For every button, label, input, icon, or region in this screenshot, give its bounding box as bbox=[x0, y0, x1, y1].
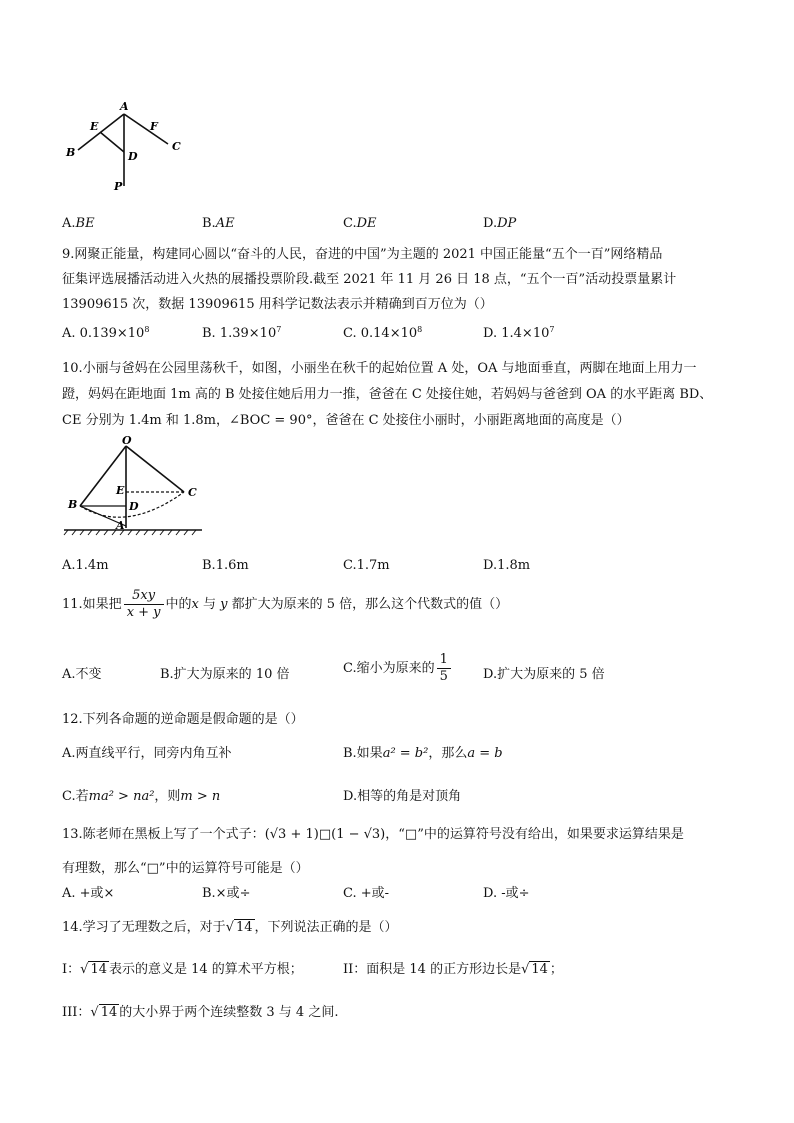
label-E: E bbox=[116, 484, 125, 497]
figure-q8-angle-diagram bbox=[62, 100, 192, 192]
q11-stem: 11.如果把 $\frac{5xy}{x + y}$ 中的x 与 y 都扩大为原来的 5 倍，那么这个代数式的值（） bbox=[62, 588, 509, 620]
label-D: D bbox=[128, 150, 138, 163]
label-D: D bbox=[129, 500, 139, 513]
q8-option-b[interactable]: B.AE bbox=[202, 216, 235, 231]
sqrt-symbol: √ 14 bbox=[521, 962, 548, 977]
q11-option-b[interactable]: B.扩大为原来的 10 倍 bbox=[160, 667, 290, 682]
sqrt-symbol: √ 14 bbox=[80, 962, 107, 977]
q8-option-d[interactable]: D.DP bbox=[483, 216, 517, 231]
label-F: F bbox=[150, 120, 158, 133]
segment-ED bbox=[100, 132, 124, 152]
q13-stem-line1: 13.陈老师在黑板上写了一个式子：(√3 + 1)□(1 − √3)，“□”中的运算符号没有给出，如果要求运算结果是 bbox=[62, 827, 684, 842]
label-C: C bbox=[188, 486, 197, 499]
q10-stem-line2: 蹬，妈妈在距地面 1m 高的 B 处接住她后用力一推，爸爸在 C 处接住她，若妈妈与爸爸到 OA 的水平距离 BD、 bbox=[62, 387, 713, 402]
q12-option-b[interactable]: B.如果a² = b²，那么a = b bbox=[343, 746, 503, 761]
q9-option-b[interactable]: B. $1.39\times 10^7$ bbox=[202, 325, 282, 341]
q13-option-b[interactable]: B.×或÷ bbox=[202, 886, 251, 901]
segment-OC bbox=[126, 446, 184, 492]
figure-q10-swing-diagram bbox=[62, 434, 204, 536]
q10-option-d[interactable]: D.1.8m bbox=[483, 558, 531, 573]
segment-AC bbox=[124, 114, 168, 144]
q9-option-a[interactable]: A. $0.139\times 10^8$ bbox=[62, 325, 150, 341]
q10-option-c[interactable]: C.1.7m bbox=[343, 558, 390, 573]
q9-stem-line1: 9.网聚正能量，构建同心圆以“奋斗的人民，奋进的中国”为主题的 2021 中国正能量“五个一百”网络精品 bbox=[62, 247, 663, 262]
q9-option-d[interactable]: D. $1.4\times 10^7$ bbox=[483, 325, 555, 341]
sqrt-symbol: √ 14 bbox=[90, 1005, 118, 1020]
q11-option-a[interactable]: A.不变 bbox=[62, 667, 102, 682]
label-A: A bbox=[116, 519, 125, 532]
q11-optc-fraction: $\frac{1}{5}$ bbox=[437, 652, 451, 685]
sqrt-symbol: √ 14 bbox=[225, 920, 253, 935]
q13-option-c[interactable]: C. +或- bbox=[343, 886, 390, 901]
q14-statement-1: I：√ 14 表示的意义是 14 的算术平方根； bbox=[62, 962, 303, 977]
q12-stem: 12.下列各命题的逆命题是假命题的是（） bbox=[62, 712, 304, 727]
q14-statement-2: II：面积是 14 的正方形边长是√ 14 ； bbox=[343, 962, 563, 977]
label-B: B bbox=[68, 498, 78, 511]
q9-option-c[interactable]: C. $0.14\times 10^8$ bbox=[343, 325, 423, 341]
q13-option-d[interactable]: D. -或÷ bbox=[483, 886, 530, 901]
q12-option-c[interactable]: C.若ma² > na²，则m > n bbox=[62, 789, 221, 804]
label-C: C bbox=[172, 140, 181, 153]
label-A: A bbox=[120, 100, 129, 113]
q9-stem-line2: 征集评选展播活动进入火热的展播投票阶段.截至 2021 年 11 月 26 日 18 点，“五个一百”活动投票量累计 bbox=[62, 272, 677, 287]
segment-OB bbox=[80, 446, 126, 506]
q11-option-d[interactable]: D.扩大为原来的 5 倍 bbox=[483, 667, 605, 682]
q10-stem-line3: CE 分别为 1.4m 和 1.8m，∠BOC = 90°，爸爸在 C 处接住小丽时，小丽距离地面的高度是（） bbox=[62, 413, 630, 428]
label-E: E bbox=[90, 120, 99, 133]
q11-option-c[interactable]: C.缩小为原来的 $\frac{1}{5}$ bbox=[343, 652, 453, 685]
q14-stem: 14.学习了无理数之后，对于√ 14 ，下列说法正确的是（） bbox=[62, 920, 398, 935]
q10-option-b[interactable]: B.1.6m bbox=[202, 558, 249, 573]
q12-option-d[interactable]: D.相等的角是对顶角 bbox=[343, 789, 462, 804]
q9-stem-line3: 13909615 次，数据 13909615 用科学记数法表示并精确到百万位为（） bbox=[62, 297, 493, 312]
label-O: O bbox=[122, 434, 132, 447]
label-P: P bbox=[114, 180, 123, 192]
q8-option-c[interactable]: C.DE bbox=[343, 216, 377, 231]
q10-option-a[interactable]: A.1.4m bbox=[62, 558, 109, 573]
q11-fraction: $\frac{5xy}{x + y}$ bbox=[124, 588, 164, 621]
q14-statement-3: III：√ 14 的大小界于两个连续整数 3 与 4 之间. bbox=[62, 1005, 339, 1020]
q13-option-a[interactable]: A. +或× bbox=[62, 886, 115, 901]
q13-stem-line2: 有理数，那么“□”中的运算符号可能是（） bbox=[62, 861, 309, 876]
label-B: B bbox=[66, 146, 76, 159]
q10-stem-line1: 10.小丽与爸妈在公园里荡秋千，如图，小丽坐在秋千的起始位置 A 处，OA 与地面垂直，两脚在地面上用力一 bbox=[62, 361, 697, 376]
q8-option-a[interactable]: A.BE bbox=[62, 216, 95, 231]
q12-option-a[interactable]: A.两直线平行，同旁内角互补 bbox=[62, 746, 232, 761]
